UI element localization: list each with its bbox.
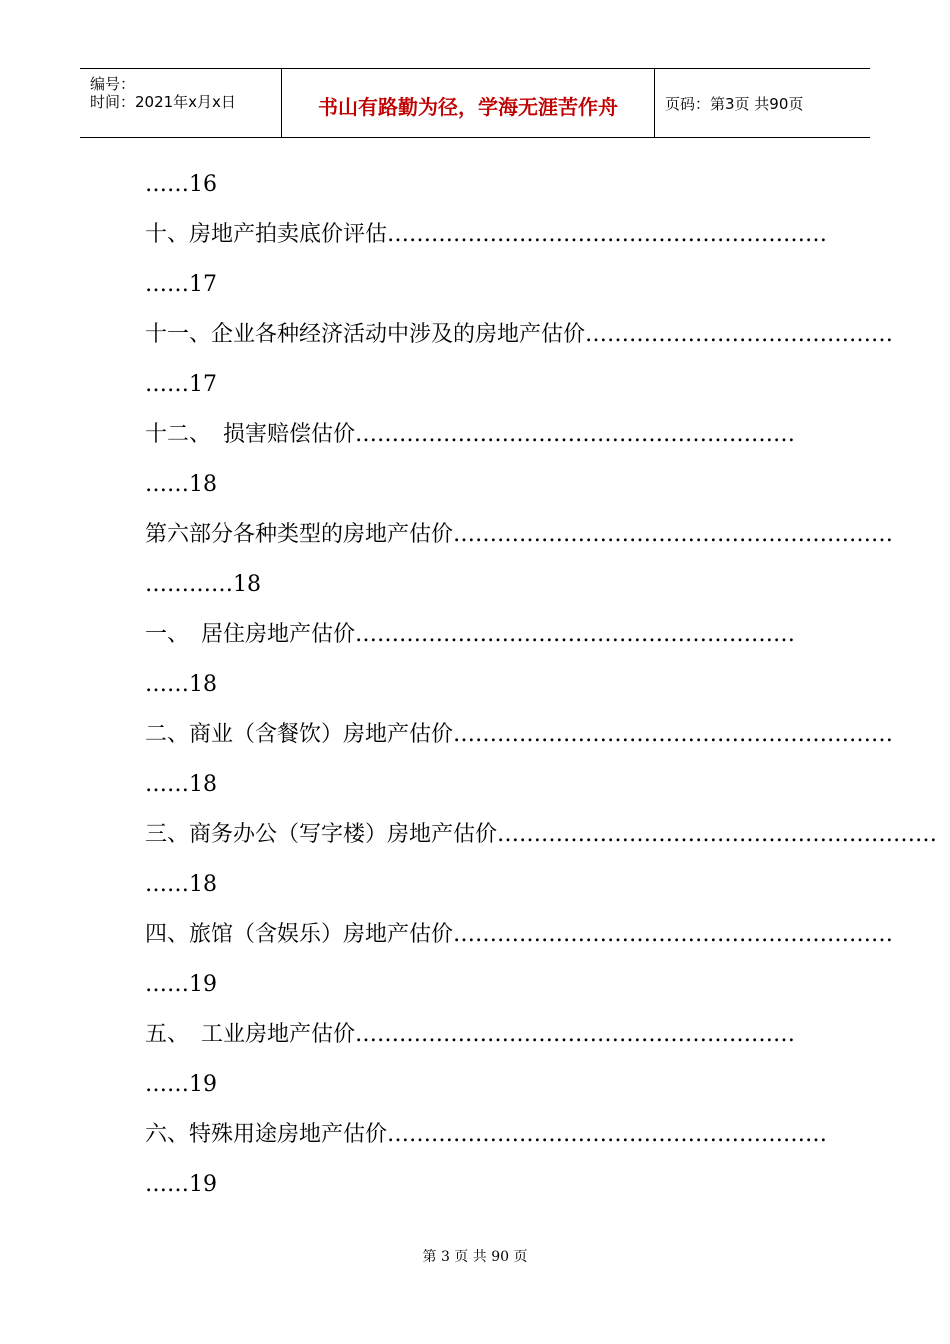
toc-number: 五、 xyxy=(145,1022,190,1047)
toc-number: 十一、 xyxy=(145,322,212,347)
document-time-label: 时间：2021年x月x日 xyxy=(90,93,236,111)
header-page-cell xyxy=(655,69,870,137)
toc-page-number: 18 xyxy=(233,572,261,597)
toc-title-line xyxy=(145,610,795,660)
toc-leader-continued: …… xyxy=(145,872,189,897)
document-number-label: 编号： xyxy=(90,75,136,93)
toc-title: 商务办公（写字楼）房地产估价 xyxy=(189,822,498,847)
toc-title-line xyxy=(145,410,795,460)
toc-title: 各种类型的房地产估价 xyxy=(233,522,454,547)
toc-leader: …………………………………………………… xyxy=(355,422,795,447)
toc-page-line xyxy=(145,460,795,510)
toc-page-number: 18 xyxy=(189,472,217,497)
toc-page-number: 18 xyxy=(189,872,217,897)
toc-leader-continued: …… xyxy=(145,1172,189,1197)
toc-title-line xyxy=(145,210,828,260)
toc-number: 一、 xyxy=(145,622,190,647)
toc-leader: …………………………………………………… xyxy=(387,222,828,247)
header-motto: 书山有路勤为径，学海无涯苦作舟 xyxy=(318,95,618,119)
toc-number: 六、 xyxy=(145,1122,190,1147)
toc-leader-continued: …… xyxy=(145,772,189,797)
toc-entry xyxy=(145,210,828,310)
toc-title: 企业各种经济活动中涉及的房地产估价 xyxy=(211,322,586,347)
toc-title: 商业（含餐饮）房地产估价 xyxy=(189,722,454,747)
toc-page-line xyxy=(145,960,795,1010)
toc-leader: …………………………………………………… xyxy=(387,1122,828,1147)
toc-leader: …………………………………………………… xyxy=(453,522,894,547)
toc-number: 二、 xyxy=(145,722,190,747)
toc-entry xyxy=(145,160,795,210)
toc-entry xyxy=(145,710,894,810)
toc-page-number: 17 xyxy=(189,272,217,297)
page-footer: 第 3 页 共 90 页 xyxy=(422,1249,528,1265)
toc-title-line xyxy=(145,510,894,560)
toc-leader-continued: …… xyxy=(145,372,189,397)
toc-entry xyxy=(145,910,894,1010)
toc-leader: …………………………………………………… xyxy=(453,722,894,747)
toc-leader-continued: …… xyxy=(145,272,189,297)
toc-title-line xyxy=(145,310,894,360)
toc-title: 损害赔偿估价 xyxy=(222,422,355,447)
toc-page-line xyxy=(145,260,795,310)
toc-page-line xyxy=(145,560,795,610)
toc-title: 房地产拍卖底价评估 xyxy=(189,222,388,247)
toc-leader: …………………………………………………… xyxy=(453,922,894,947)
toc-title: 特殊用途房地产估价 xyxy=(189,1122,388,1147)
toc-leader: …………………………………………………… xyxy=(497,822,938,847)
header-meta-cell xyxy=(80,69,282,137)
toc-title-line xyxy=(145,1010,795,1060)
toc-page-line xyxy=(145,360,795,410)
toc-leader-continued: …… xyxy=(145,1072,189,1097)
toc-title: 旅馆（含娱乐）房地产估价 xyxy=(189,922,454,947)
toc-leader-continued: …… xyxy=(145,672,189,697)
toc-page-line xyxy=(145,1160,795,1210)
toc-page-number: 17 xyxy=(189,372,217,397)
toc-entry xyxy=(145,610,795,710)
toc-leader-continued: ………… xyxy=(145,572,233,597)
toc-page-number: 18 xyxy=(189,672,217,697)
toc-leader: …………………………………………………… xyxy=(355,622,795,647)
toc-page-line xyxy=(145,660,795,710)
toc-entry xyxy=(145,1110,828,1210)
toc-leader-continued: …… xyxy=(145,172,189,197)
toc-entry xyxy=(145,310,894,410)
toc-page-line xyxy=(145,160,795,210)
toc-page-line xyxy=(145,1060,795,1110)
header-page-label: 页码：第3页 共90页 xyxy=(665,95,804,113)
toc-page-number: 18 xyxy=(189,772,217,797)
table-of-contents xyxy=(145,160,938,1210)
toc-entry xyxy=(145,410,795,510)
toc-leader-continued: …… xyxy=(145,472,189,497)
toc-page-line xyxy=(145,860,795,910)
toc-entry xyxy=(145,510,894,610)
toc-leader-continued: …… xyxy=(145,972,189,997)
toc-number: 第六部分 xyxy=(145,522,234,547)
toc-number: 三、 xyxy=(145,822,190,847)
toc-page-line xyxy=(145,760,795,810)
toc-page-number: 16 xyxy=(189,172,217,197)
toc-title-line xyxy=(145,910,894,960)
toc-title-line xyxy=(145,710,894,760)
toc-title: 居住房地产估价 xyxy=(200,622,355,647)
toc-number: 十、 xyxy=(145,222,190,247)
toc-page-number: 19 xyxy=(189,1172,217,1197)
toc-entry xyxy=(145,1010,795,1110)
header-motto-cell xyxy=(282,69,655,137)
toc-title-line xyxy=(145,1110,828,1160)
toc-title: 工业房地产估价 xyxy=(200,1022,355,1047)
toc-title-line xyxy=(145,810,938,860)
toc-entry xyxy=(145,810,938,910)
toc-leader: …………………………………………………… xyxy=(355,1022,795,1047)
toc-number: 十二、 xyxy=(145,422,212,447)
toc-page-number: 19 xyxy=(189,972,217,997)
page-header xyxy=(80,68,870,138)
toc-page-number: 19 xyxy=(189,1072,217,1097)
toc-leader: …………………………………… xyxy=(585,322,894,347)
toc-number: 四、 xyxy=(145,922,190,947)
